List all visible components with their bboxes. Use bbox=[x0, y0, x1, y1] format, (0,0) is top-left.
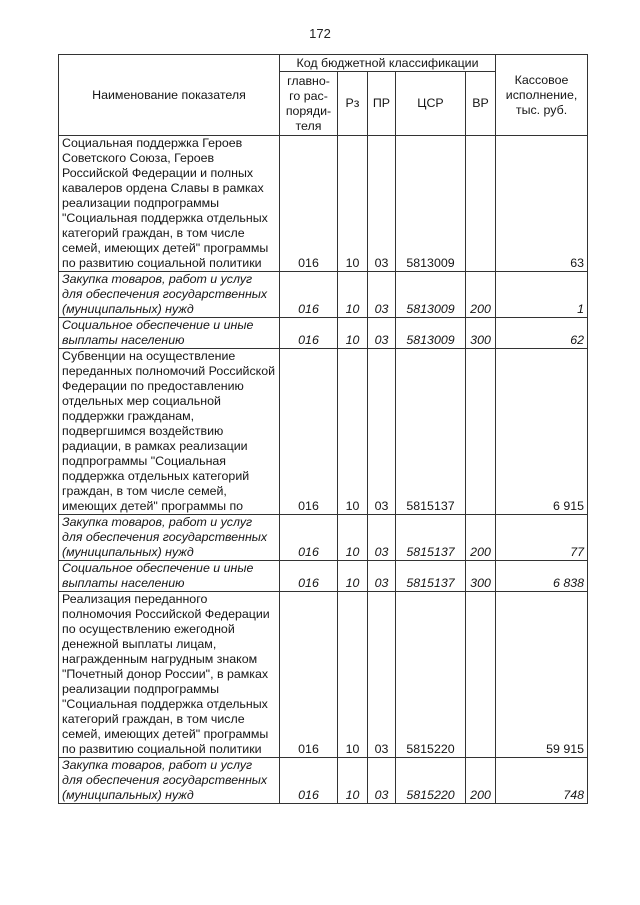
row-rz: 10 bbox=[338, 272, 368, 318]
row-vr: 200 bbox=[466, 272, 496, 318]
row-amount: 6 838 bbox=[496, 561, 588, 592]
row-csr: 5815220 bbox=[396, 592, 466, 758]
table-row bbox=[59, 758, 588, 804]
table-row bbox=[59, 136, 588, 272]
row-pr: 03 bbox=[368, 318, 396, 349]
row-vr: 300 bbox=[466, 561, 496, 592]
row-amount: 59 915 bbox=[496, 592, 588, 758]
row-name: Закупка товаров, работ и услуг для обеспечения государственных (муниципальных) нужд bbox=[59, 272, 280, 318]
table-row bbox=[59, 318, 588, 349]
table-body bbox=[59, 136, 588, 804]
row-vr bbox=[466, 136, 496, 272]
row-glav: 016 bbox=[280, 592, 338, 758]
row-pr: 03 bbox=[368, 136, 396, 272]
row-rz: 10 bbox=[338, 561, 368, 592]
header-glav-column: главно-го рас-поряди-теля bbox=[280, 72, 338, 136]
table-row bbox=[59, 592, 588, 758]
row-amount: 748 bbox=[496, 758, 588, 804]
row-glav: 016 bbox=[280, 561, 338, 592]
table-row bbox=[59, 561, 588, 592]
row-rz: 10 bbox=[338, 349, 368, 515]
header-name-column: Наименование показателя bbox=[59, 55, 280, 136]
row-glav: 016 bbox=[280, 318, 338, 349]
header-classification-group: Код бюджетной классификации bbox=[280, 55, 496, 72]
row-glav: 016 bbox=[280, 272, 338, 318]
page-number: 172 bbox=[309, 26, 331, 41]
row-rz: 10 bbox=[338, 515, 368, 561]
row-amount: 63 bbox=[496, 136, 588, 272]
row-name: Закупка товаров, работ и услуг для обеспечения государственных (муниципальных) нужд bbox=[59, 515, 280, 561]
row-rz: 10 bbox=[338, 592, 368, 758]
row-pr: 03 bbox=[368, 592, 396, 758]
table-header bbox=[59, 55, 588, 136]
header-amount-column: Кассовое исполнение, тыс. руб. bbox=[496, 55, 588, 136]
table-row bbox=[59, 349, 588, 515]
header-rz-column: Рз bbox=[338, 72, 368, 136]
row-name: Социальная поддержка Героев Советского Союза, Героев Российской Федерации и полных кавалеров ордена Славы в рамках реализации подпрограммы "Социальная поддержка отдельных категорий граждан, в том числе семей, имеющих детей" программы по развитию социальной политики bbox=[59, 136, 280, 272]
header-csr-column: ЦСР bbox=[396, 72, 466, 136]
row-amount: 77 bbox=[496, 515, 588, 561]
row-name: Социальное обеспечение и иные выплаты населению bbox=[59, 318, 280, 349]
budget-table bbox=[58, 54, 588, 804]
row-pr: 03 bbox=[368, 349, 396, 515]
row-vr bbox=[466, 349, 496, 515]
row-vr: 200 bbox=[466, 515, 496, 561]
row-csr: 5813009 bbox=[396, 136, 466, 272]
row-rz: 10 bbox=[338, 758, 368, 804]
row-vr: 200 bbox=[466, 758, 496, 804]
row-csr: 5815137 bbox=[396, 515, 466, 561]
row-name: Социальное обеспечение и иные выплаты населению bbox=[59, 561, 280, 592]
row-vr bbox=[466, 592, 496, 758]
row-csr: 5815137 bbox=[396, 349, 466, 515]
row-amount: 62 bbox=[496, 318, 588, 349]
row-glav: 016 bbox=[280, 136, 338, 272]
row-amount: 6 915 bbox=[496, 349, 588, 515]
row-name: Субвенции на осуществление переданных полномочий Российской Федерации по предоставлению отдельных мер социальной поддержки гражданам, подвергшимся воздействию радиации, в рамках реализации подпрограммы "Социальная поддержка отдельных категорий граждан, в том числе семей, имеющих детей" программы по bbox=[59, 349, 280, 515]
row-csr: 5815137 bbox=[396, 561, 466, 592]
header-vr-column: ВР bbox=[466, 72, 496, 136]
row-rz: 10 bbox=[338, 318, 368, 349]
row-name: Закупка товаров, работ и услуг для обеспечения государственных (муниципальных) нужд bbox=[59, 758, 280, 804]
row-glav: 016 bbox=[280, 758, 338, 804]
row-pr: 03 bbox=[368, 758, 396, 804]
row-name: Реализация переданного полномочия Российской Федерации по осуществлению ежегодной денежной выплаты лицам, награжденным нагрудным знаком "Почетный донор России", в рамках реализации подпрограммы "Социальная поддержка отдельных категорий граждан, в том числе семей, имеющих детей" программы по развитию социальной политики bbox=[59, 592, 280, 758]
row-csr: 5815220 bbox=[396, 758, 466, 804]
row-pr: 03 bbox=[368, 515, 396, 561]
table-row bbox=[59, 515, 588, 561]
row-pr: 03 bbox=[368, 561, 396, 592]
row-csr: 5813009 bbox=[396, 272, 466, 318]
row-pr: 03 bbox=[368, 272, 396, 318]
row-rz: 10 bbox=[338, 136, 368, 272]
header-pr-column: ПР bbox=[368, 72, 396, 136]
row-amount: 1 bbox=[496, 272, 588, 318]
row-glav: 016 bbox=[280, 515, 338, 561]
row-vr: 300 bbox=[466, 318, 496, 349]
row-csr: 5813009 bbox=[396, 318, 466, 349]
row-glav: 016 bbox=[280, 349, 338, 515]
table-row bbox=[59, 272, 588, 318]
